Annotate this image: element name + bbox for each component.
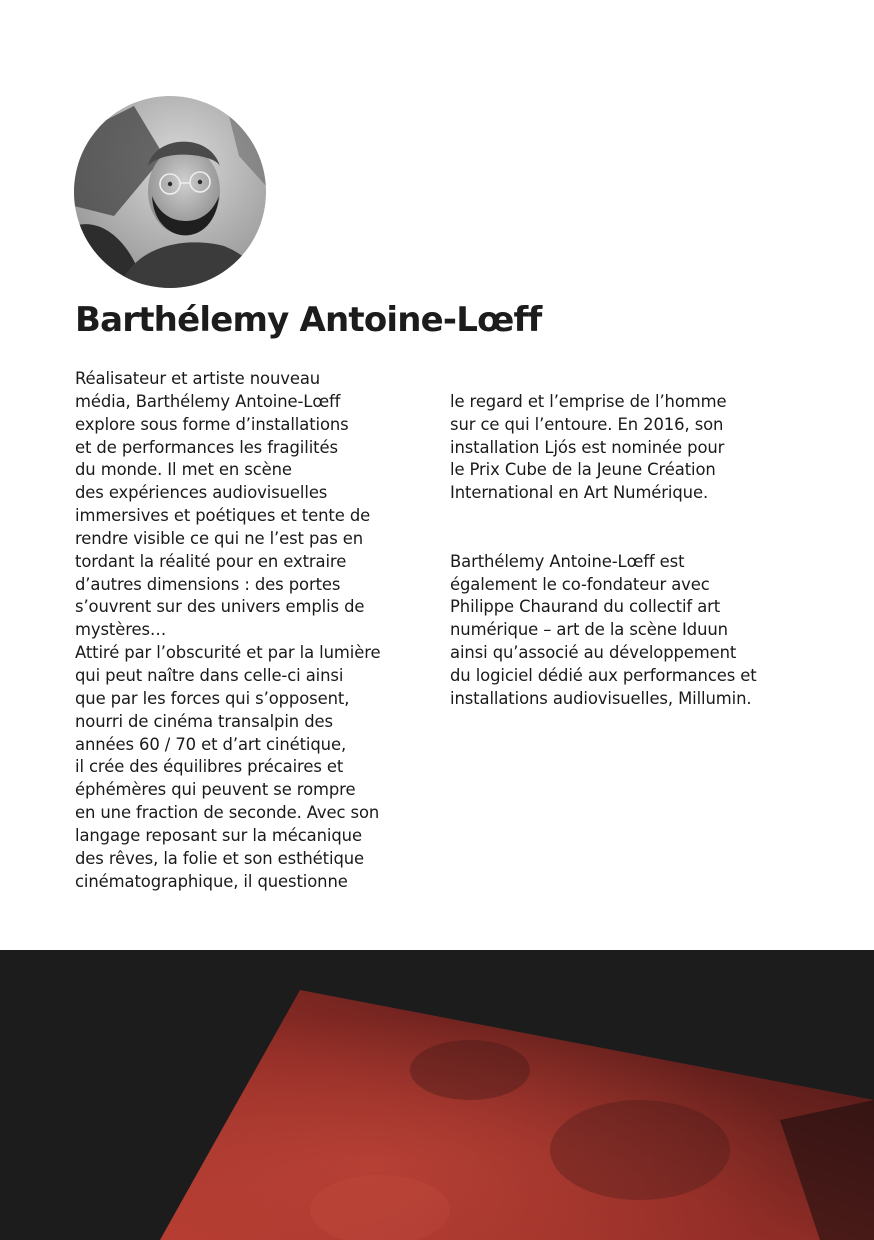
bio-left-column: Réalisateur et artiste nouveau média, Barthélemy Antoine-Lœff explore sous forme d’installations et de performances les fragilités du monde. Il met en scène des expériences audiovisuelles immersives et poétiques et tente de rendre visible ce qui ne l’est pas en tordant la réalité pour en extraire d’autres dimensions : des portes s’ouvrent sur des univers emplis de mystères… Attiré par l’obscurité et par la lumière qui peut naître dans celle-ci ainsi que par les forces qui s’opposent, nourri de cinéma transalpin des années 60 / 70 et d’art cinétique, il crée des équilibres précaires et éphémères qui peuvent se rompre en une fraction de seconde. Avec son langage reposant sur la mécanique des rêves, la folie et son esthétique cinématographique, il questionne xyxy=(75,369,381,891)
bio-paragraph: le regard et l’emprise de l’homme sur ce qui l’entoure. En 2016, son installation Ljós est nominée pour le Prix Cube de la Jeune Création International en Art Numérique. xyxy=(450,391,727,503)
portrait-photo xyxy=(74,96,266,288)
artist-name: Barthélemy Antoine-Lœff xyxy=(75,300,542,340)
bio-paragraph: Barthélemy Antoine-Lœff est également le co-fondateur avec Philippe Chaurand du collectif art numérique – art de la scène Iduun ainsi qu’associé au développement du logiciel dédié aux performances et installations audiovisuelles, Millumin. xyxy=(450,551,757,708)
red-light-plane-image xyxy=(0,950,874,1240)
footer-image xyxy=(0,950,874,1240)
bio-right-column xyxy=(450,368,810,734)
